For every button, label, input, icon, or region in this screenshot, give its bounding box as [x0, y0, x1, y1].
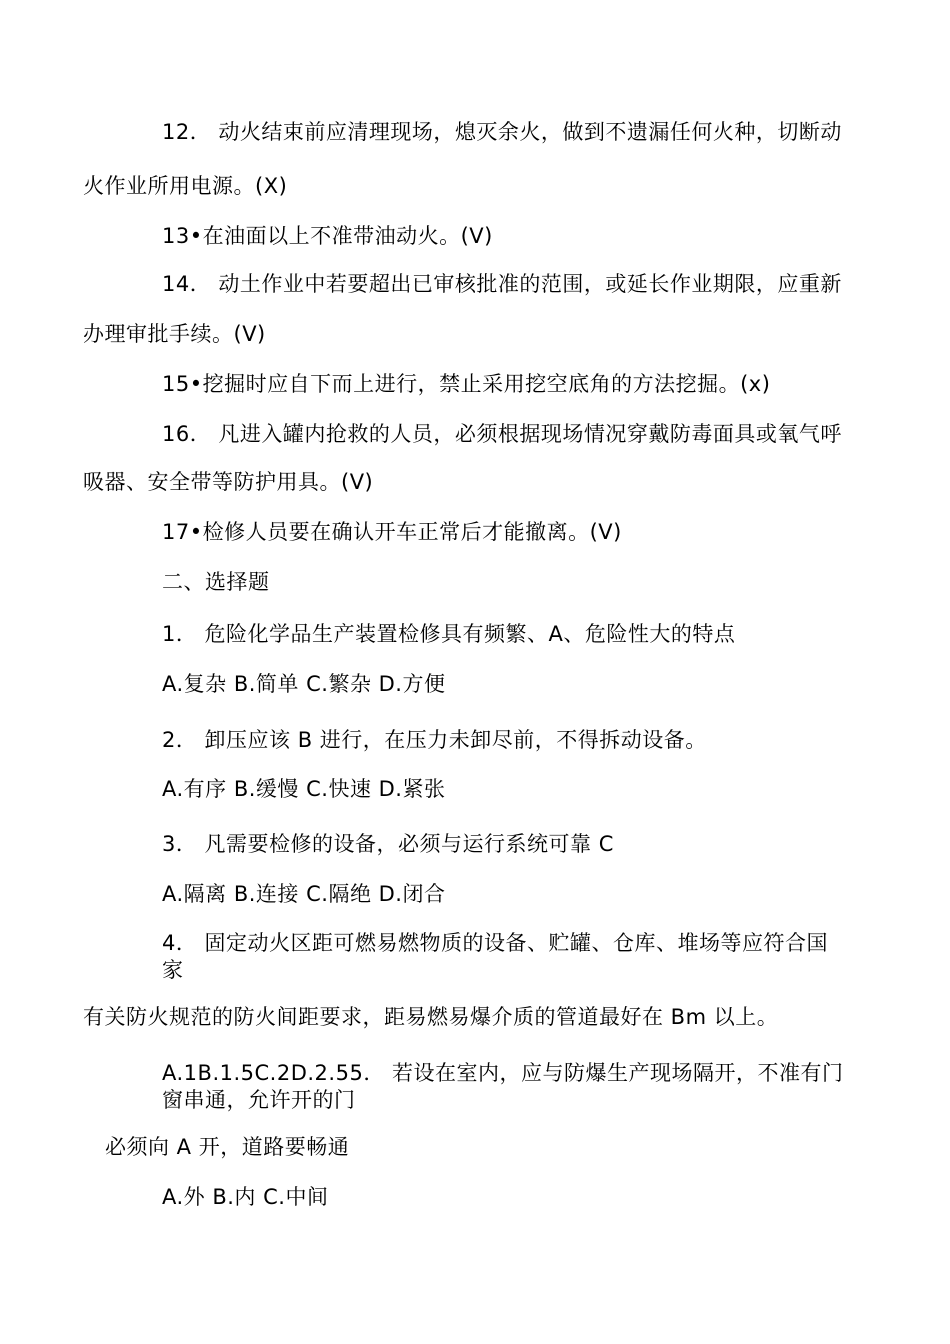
answer-options: A.外 B.内 C.中间 — [162, 1185, 329, 1209]
question-text: 4． 固定动火区距可燃易燃物质的设备、贮罐、仓库、堆场等应符合国 — [162, 931, 829, 955]
text-line: 13•在油面以上不准带油动火。(V) — [162, 224, 493, 248]
text-line: 有关防火规范的防火间距要求，距易燃易爆介质的管道最好在 Bm 以上。 — [83, 1005, 779, 1029]
text-line: 必须向 A 开，道路要畅通 — [105, 1135, 350, 1159]
text-line: 12． 动火结束前应清理现场，熄灭余火，做到不遗漏任何火种，切断动 — [162, 120, 842, 144]
text-line: 吸器、安全带等防护用具。(V) — [83, 470, 374, 494]
text-line: 17•检修人员要在确认开车正常后才能撤离。(V) — [162, 520, 622, 544]
text-line: 办理审批手续。(V) — [83, 322, 266, 346]
question-text: 1． 危险化学品生产装置检修具有频繁、A、危险性大的特点 — [162, 622, 736, 646]
text-line: 16． 凡进入罐内抢救的人员，必须根据现场情况穿戴防毒面具或氧气呼 — [162, 422, 842, 446]
text-line: 火作业所用电源。(X) — [83, 174, 288, 198]
answer-options: A.隔离 B.连接 C.隔绝 D.闭合 — [162, 882, 446, 906]
answer-options: A.有序 B.缓慢 C.快速 D.紧张 — [162, 777, 446, 801]
question-text: 2． 卸压应该 B 进行，在压力未卸尽前，不得拆动设备。 — [162, 728, 707, 752]
answer-options: A.复杂 B.简单 C.繁杂 D.方便 — [162, 672, 446, 696]
text-line: 窗串通，允许开的门 — [162, 1088, 356, 1112]
text-line: 家 — [162, 958, 184, 982]
question-text: A.1B.1.5C.2D.2.55． 若设在室内，应与防爆生产现场隔开，不准有门 — [162, 1061, 844, 1085]
question-text: 3． 凡需要检修的设备，必须与运行系统可靠 C — [162, 832, 614, 856]
text-line: 15•挖掘时应自下而上进行，禁止采用挖空底角的方法挖掘。(x) — [162, 372, 771, 396]
text-line: 14． 动土作业中若要超出已审核批准的范围，或延长作业期限，应重新 — [162, 272, 842, 296]
section-heading: 二、选择题 — [162, 570, 270, 594]
